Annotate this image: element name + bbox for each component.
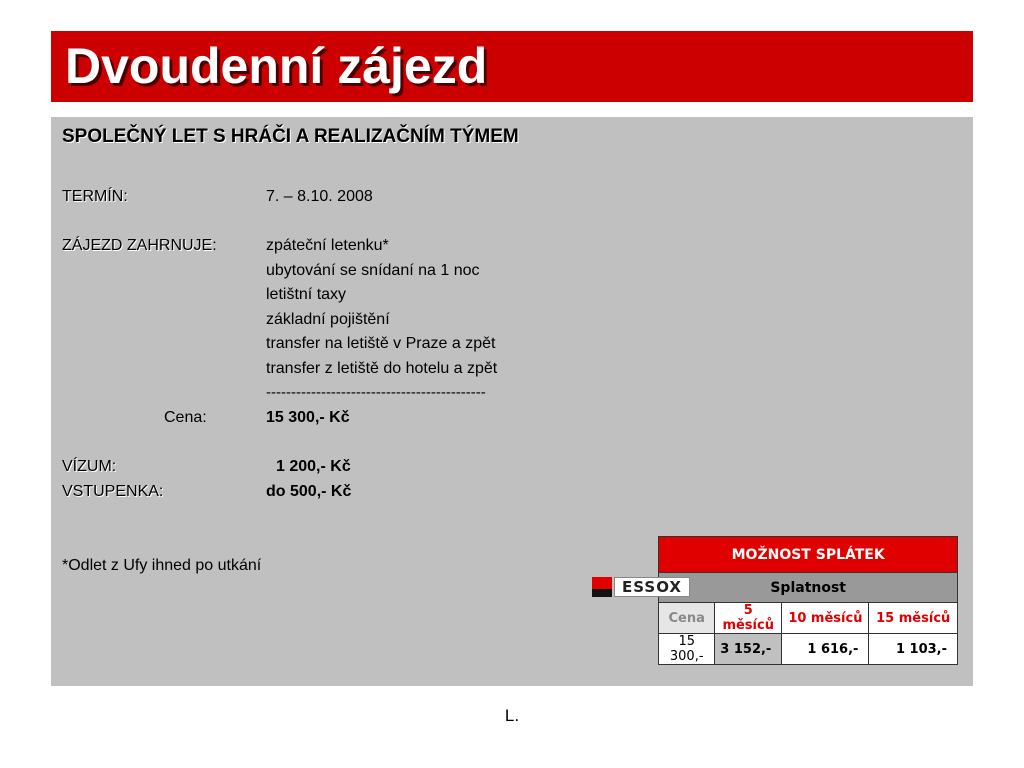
cell-10-months: 1 616,- <box>782 634 869 665</box>
cell-15-months: 1 103,- <box>869 634 958 665</box>
term-subheader: Splatnost <box>659 573 958 603</box>
includes-label-row <box>62 237 217 255</box>
title-bar <box>51 31 973 102</box>
includes-item: ubytování se snídaní na 1 noc <box>266 262 480 279</box>
empty-cell <box>592 634 659 665</box>
section-heading: SPOLEČNÝ LET S HRÁČI A REALIZAČNÍM TÝMEM <box>62 126 519 147</box>
ticket-label: VSTUPENKA: <box>62 483 164 500</box>
column-header-5: 5 měsíců <box>715 603 782 634</box>
essox-mark-icon <box>592 577 612 597</box>
includes-item: letištní taxy <box>266 286 347 303</box>
column-header-price: Cena <box>659 603 715 634</box>
separator-line: -------------------------------------------- <box>266 384 486 401</box>
essox-logo-text: ESSOX <box>614 577 690 597</box>
page-title: Dvoudenní zájezd <box>65 38 488 94</box>
includes-item: základní pojištění <box>266 311 390 328</box>
empty-cell <box>592 537 659 573</box>
visa-label: VÍZUM: <box>62 458 117 475</box>
term-label: TERMÍN: <box>62 188 128 205</box>
includes-label: ZÁJEZD ZAHRNUJE <box>62 237 213 254</box>
price-label: Cena: <box>164 409 207 426</box>
column-header-10: 10 měsíců <box>782 603 869 634</box>
price-value: 15 300,- Kč <box>266 409 350 426</box>
cell-5-months: 3 152,- <box>715 634 782 665</box>
term-value: 7. – 8.10. 2008 <box>266 188 373 205</box>
content-panel <box>51 117 973 686</box>
footer-mark: L. <box>504 706 520 725</box>
ticket-value: do 500,- Kč <box>266 483 352 500</box>
includes-item: zpáteční letenku* <box>266 237 389 254</box>
includes-item: transfer na letiště v Praze a zpět <box>266 335 496 352</box>
footnote: *Odlet z Ufy ihned po utkání <box>62 557 262 574</box>
empty-cell <box>592 603 659 634</box>
cell-price: 15 300,- <box>659 634 715 665</box>
includes-colon: : <box>212 237 217 254</box>
includes-item: transfer z letiště do hotelu a zpět <box>266 360 498 377</box>
visa-value: 1 200,- Kč <box>276 458 351 475</box>
installments-table <box>592 536 958 665</box>
installments-header: MOŽNOST SPLÁTEK <box>659 537 958 573</box>
essox-logo <box>592 573 682 603</box>
column-header-15: 15 měsíců <box>869 603 958 634</box>
